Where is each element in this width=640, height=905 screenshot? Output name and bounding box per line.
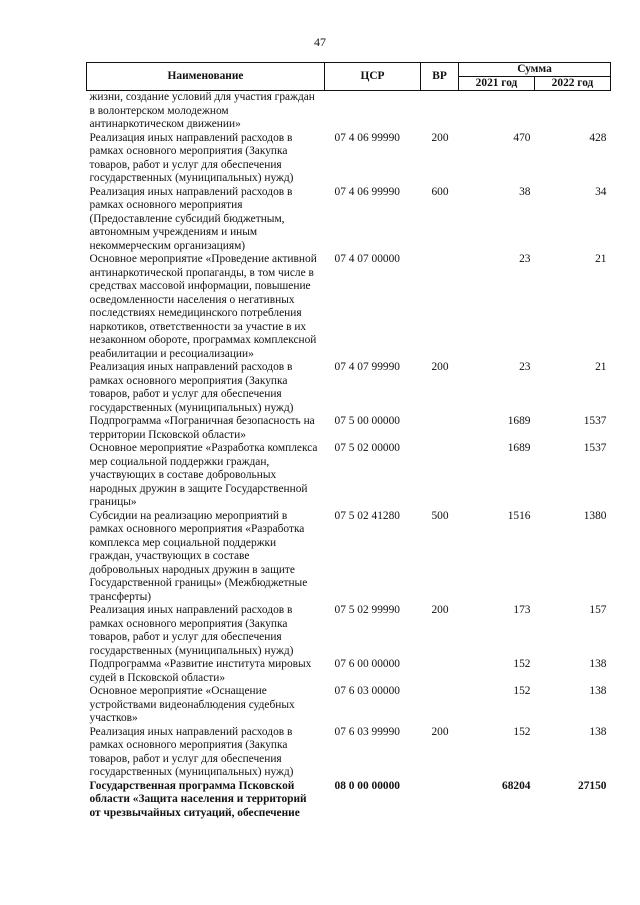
- row-vr: [421, 253, 459, 361]
- table-row: [87, 186, 611, 254]
- row-csr: 07 6 00 00000: [334, 658, 400, 670]
- table-row: [87, 726, 611, 780]
- table-row: [87, 442, 611, 510]
- row-sum-2022: 1537: [583, 415, 607, 427]
- row-sum-2022: 1380: [583, 509, 607, 522]
- header-name: Наименование: [87, 63, 325, 91]
- table-header: [87, 63, 611, 91]
- row-sum-2022: [535, 91, 611, 132]
- table-row: [87, 604, 611, 658]
- row-sum-2022: 27150: [578, 779, 607, 792]
- row-name: Субсидии на реализацию мероприятий в рамках основного мероприятия «Разработка комплекса мер социальной поддержки граждан, участвующих в составе добровольных народных дружин в защите Государственной границы» (Межбюджетные трансферты): [89, 509, 308, 603]
- row-name: жизни, создание условий для участия граждан в волонтерском молодежном антинаркотическом движении»: [89, 91, 315, 130]
- row-sum-2021: 23: [519, 253, 531, 265]
- row-name: Основное мероприятие «Разработка комплекса мер социальной поддержки граждан, участвующих в составе добровольных народных дружин в защите Государственной границы»: [89, 442, 318, 508]
- row-csr: 07 5 00 00000: [334, 415, 400, 427]
- row-name: Подпрограмма «Развитие института мировых судей в Псковской области»: [89, 658, 312, 684]
- table-body: [87, 91, 611, 821]
- row-csr: 07 5 02 00000: [334, 442, 400, 454]
- table-row: [87, 91, 611, 132]
- row-sum-2021: 470: [513, 131, 531, 144]
- budget-table: [86, 62, 611, 820]
- row-csr: 07 4 07 99990: [334, 361, 400, 373]
- row-csr: 08 0 00 00000: [334, 779, 400, 792]
- table-row: [87, 685, 611, 726]
- row-vr: 200: [431, 131, 449, 144]
- row-sum-2022: 34: [595, 185, 607, 198]
- header-csr: ЦСР: [325, 63, 421, 91]
- row-csr: 07 4 07 00000: [334, 253, 400, 265]
- row-csr: 07 4 06 99990: [334, 185, 400, 198]
- header-sum: Сумма: [459, 63, 611, 77]
- row-vr: 600: [431, 185, 449, 198]
- table-row: [87, 780, 611, 821]
- row-csr: 07 6 03 99990: [334, 725, 400, 738]
- row-name: Реализация иных направлений расходов в рамках основного мероприятия (Предоставление субсидий бюджетным, автономным учреждениям и иным некоммерческим организациям): [89, 185, 293, 252]
- row-name: Реализация иных направлений расходов в рамках основного мероприятия (Закупка товаров, работ и услуг для обеспечения государственных (муниципальных) нужд): [89, 361, 294, 414]
- table-row: [87, 658, 611, 685]
- header-year-2022: 2022 год: [535, 77, 611, 91]
- row-vr: 500: [431, 509, 449, 522]
- row-sum-2021: [459, 91, 535, 132]
- row-vr: 200: [431, 604, 449, 616]
- row-vr: [421, 415, 459, 442]
- table-row: [87, 415, 611, 442]
- row-vr: [421, 658, 459, 685]
- row-csr: [325, 91, 421, 132]
- row-sum-2022: 21: [595, 361, 607, 373]
- row-name: Реализация иных направлений расходов в рамках основного мероприятия (Закупка товаров, работ и услуг для обеспечения государственных (муниципальных) нужд): [89, 725, 294, 778]
- row-sum-2021: 38: [519, 185, 531, 198]
- row-name: Реализация иных направлений расходов в рамках основного мероприятия (Закупка товаров, работ и услуг для обеспечения государственных (муниципальных) нужд): [89, 604, 294, 657]
- row-sum-2022: 138: [589, 658, 607, 670]
- row-vr: [421, 442, 459, 510]
- row-vr: [421, 91, 459, 132]
- header-year-2021: 2021 год: [459, 77, 535, 91]
- row-vr: [421, 685, 459, 726]
- page-number: 47: [314, 35, 326, 49]
- row-csr: 07 5 02 41280: [334, 509, 400, 522]
- row-sum-2021: 152: [513, 685, 531, 697]
- table-row: [87, 253, 611, 361]
- row-vr: 200: [431, 361, 449, 373]
- row-sum-2021: 152: [513, 658, 531, 670]
- row-sum-2021: 152: [513, 725, 531, 738]
- row-csr: 07 4 06 99990: [334, 131, 400, 144]
- row-sum-2021: 1516: [507, 509, 531, 522]
- table-row: [87, 361, 611, 415]
- row-sum-2022: 21: [595, 253, 607, 265]
- row-sum-2021: 1689: [507, 442, 531, 454]
- row-name: Основное мероприятие «Оснащение устройствами видеонаблюдения судебных участков»: [89, 685, 295, 724]
- row-name: Государственная программа Псковской области «Защита населения и территорий от чрезвычайных ситуаций, обеспечение: [89, 779, 307, 819]
- row-name: Основное мероприятие «Проведение активной антинаркотической пропаганды, в том числе в средствах массовой информации, повышение осведомленности населения о негативных последствиях немедицинского потребления наркотиков, ответственности за участие в их незаконном обороте, программах комплексной реабилитации и ресоциализации»: [89, 253, 317, 360]
- row-sum-2021: 173: [513, 604, 531, 616]
- row-csr: 07 6 03 00000: [334, 685, 400, 697]
- row-name: Реализация иных направлений расходов в рамках основного мероприятия (Закупка товаров, работ и услуг для обеспечения государственных (муниципальных) нужд): [89, 131, 294, 184]
- header-vr: ВР: [421, 63, 459, 91]
- row-csr: 07 5 02 99990: [334, 604, 400, 616]
- table-row: [87, 510, 611, 605]
- row-sum-2022: 157: [589, 604, 607, 616]
- row-sum-2022: 1537: [583, 442, 607, 454]
- row-sum-2022: 138: [589, 685, 607, 697]
- row-sum-2022: 428: [589, 131, 607, 144]
- row-sum-2021: 23: [519, 361, 531, 373]
- row-sum-2021: 68204: [502, 779, 531, 792]
- row-vr: [421, 780, 459, 821]
- row-sum-2022: 138: [589, 725, 607, 738]
- row-name: Подпрограмма «Пограничная безопасность на территории Псковской области»: [89, 415, 315, 441]
- table-row: [87, 132, 611, 186]
- row-sum-2021: 1689: [507, 415, 531, 427]
- row-vr: 200: [431, 725, 449, 738]
